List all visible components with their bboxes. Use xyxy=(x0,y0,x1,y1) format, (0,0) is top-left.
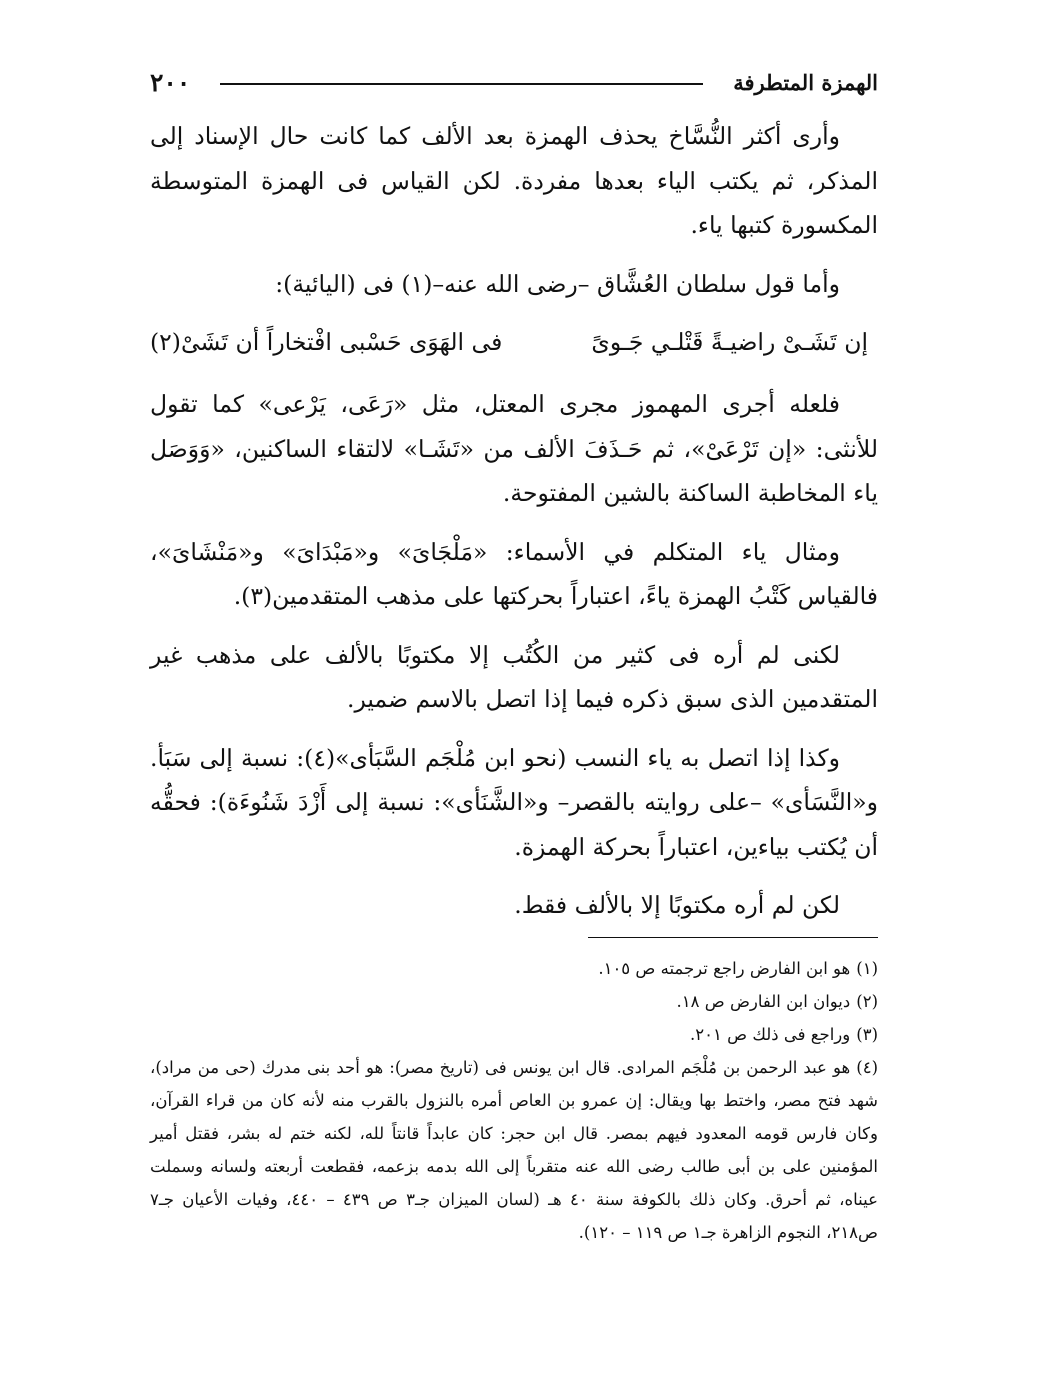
footnote-separator xyxy=(588,937,878,938)
footnote-mark: (٢) xyxy=(856,992,878,1011)
paragraph-3: فلعله أجرى المهموز مجرى المعتل، مثل «رَعَى، يَرْعى» كما تقول للأنثى: «إن تَرْعَىْ»، ثم حَـذَفَ الألف من «تَشَـا» لالتقاء الساكنين، «وَوَصَل ياء المخاطبة الساكنة بالشين المفتوحة. xyxy=(150,390,878,507)
poetry-verse xyxy=(150,320,878,364)
footnote-1 xyxy=(150,952,878,985)
header-rule xyxy=(220,83,703,85)
running-header xyxy=(150,62,878,102)
verse-first-hemistich: إن تَشَـىْ راضيـةً قَتْلـي جَـوىً xyxy=(591,328,868,356)
paragraph-7: لكن لم أره مكتوبًا إلا بالألف فقط. xyxy=(514,891,840,919)
footnote-text: وراجع فى ذلك ص ٢٠١. xyxy=(690,1025,851,1044)
footnote-4 xyxy=(150,1051,878,1249)
footnote-text: هو ابن الفارض راجع ترجمته ص ١٠٥. xyxy=(598,959,851,978)
book-page xyxy=(150,62,878,1362)
footnote-text: ديوان ابن الفارض ص ١٨. xyxy=(676,992,851,1011)
footnote-text: هو عبد الرحمن بن مُلْجَم المرادى. قال ابن يونس فى (تاريخ مصر): هو أحد بنى مدرك (حى من مراد)، شهد فتح مصر، واختط بها ويقال: إن عمرو بن العاص أمره بالنزول بالقرب منه لأنه كان من قراء القرآن، وكان فارس قومه المعدود فيهم بمصر. قال ابن حجر: كان عابداً قانتاً لله، لكنه ختم له بشر، فقتل أمير المؤمنين على بن أبى طالب رضى الله عنه متقرباً إلى الله بدمه بزعمه، فقطعت أربعته ولسانه وسملت عيناه، ثم أحرق. وكان ذلك بالكوفة سنة ٤٠ هـ (لسان الميزان جـ٣ ص ٤٣٩ – ٤٤٠، وفيات الأعيان جـ٧ ص٢١٨، النجوم الزاهرة جـ١ ص ١١٩ – ١٢٠). xyxy=(150,1058,878,1242)
footnote-2 xyxy=(150,985,878,1018)
paragraph-5: لكنى لم أره فى كثير من الكُتُب إلا مكتوبًا بالألف على مذهب غير المتقدمين الذى سبق ذكره فيما إذا اتصل بالاسم ضمير. xyxy=(150,640,878,713)
main-text xyxy=(150,114,878,927)
paragraph-4: ومثال ياء المتكلم في الأسماء: «مَلْجَاىَ» و«مَبْدَاىَ» و«مَنْشَاىَ»، فالقياس كَتْبُ الهمزة ياءً، اعتباراً بحركتها على مذهب المتقدمين(٣). xyxy=(150,537,878,610)
verse-second-hemistich: فى الهَوَى حَسْبى افْتخاراً أن تَشَىْ(٢) xyxy=(150,328,503,356)
page-number: ٢٠٠ xyxy=(150,67,191,97)
footnote-mark: (٣) xyxy=(856,1025,878,1044)
footnote-mark: (١) xyxy=(856,959,878,978)
paragraph-2: وأما قول سلطان العُشَّاق –رضى الله عنه–(١) فى (اليائية): xyxy=(275,269,840,298)
footnotes xyxy=(150,952,878,1249)
paragraph-1: وأرى أكثر النُّسَّاخ يحذف الهمزة بعد الألف كما كانت حال الإسناد إلى المذكر، ثم يكتب الياء بعدها مفردة. لكن القياس فى الهمزة المتوسطة المكسورة كتبها ياء. xyxy=(150,122,878,239)
section-title: الهمزة المتطرفة xyxy=(733,69,878,95)
paragraph-6: وكذا إذا اتصل به ياء النسب (نحو ابن مُلْجَم السَّبَأى»(٤): نسبة إلى سَبَأ. و«النَّسَأى» –على روايته بالقصر– و«الشَّنَأى»: نسبة إلى أَزْدَ شَنُوءَة): فحقُّه أن يُكتب بياءين، اعتباراً بحركة الهمزة. xyxy=(150,743,878,861)
footnote-3 xyxy=(150,1018,878,1051)
footnote-mark: (٤) xyxy=(856,1058,878,1077)
